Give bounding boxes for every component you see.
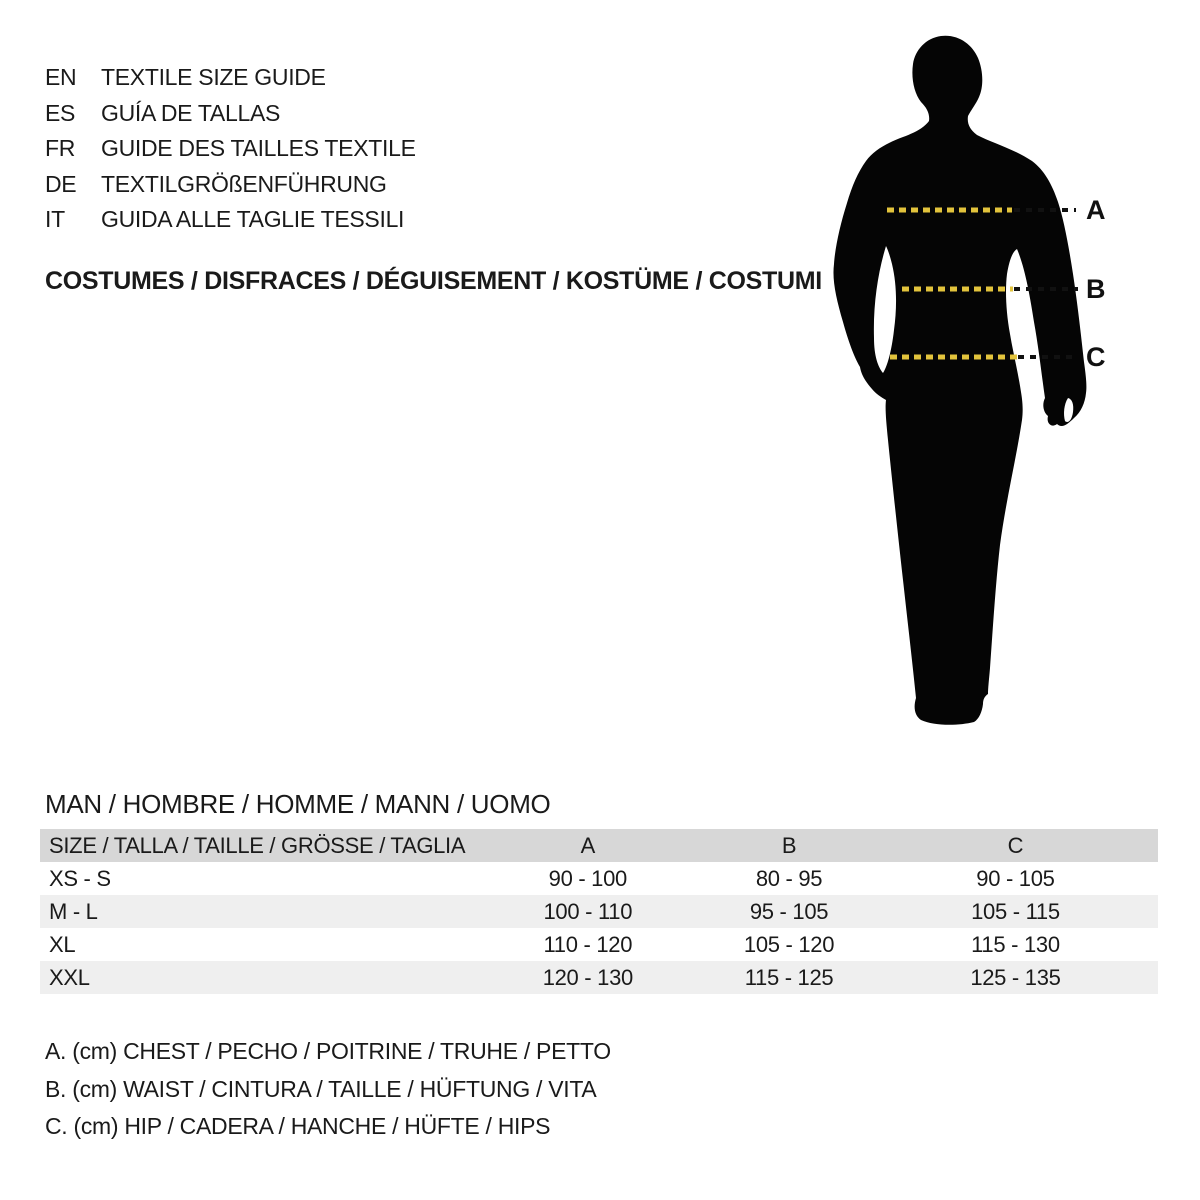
waist-label: B xyxy=(1086,274,1106,304)
language-label: GUIDE DES TAILLES TEXTILE xyxy=(101,135,416,162)
size-cell: M - L xyxy=(49,898,98,924)
column-header-c: C xyxy=(1007,832,1024,858)
language-code: EN xyxy=(45,64,77,91)
size-cell: XL xyxy=(49,931,76,957)
hip-label: C xyxy=(1086,342,1106,372)
column-header-size: SIZE / TALLA / TAILLE / GRÖSSE / TAGLIA xyxy=(49,832,466,858)
man-section-title: MAN / HOMBRE / HOMME / MANN / UOMO xyxy=(45,789,551,819)
language-row-es xyxy=(45,96,416,132)
size-table-header-row xyxy=(40,829,1158,862)
table-row-xs-s xyxy=(40,862,1158,895)
man-silhouette-icon xyxy=(833,36,1086,725)
legend-waist: B. (cm) WAIST / CINTURA / TAILLE / HÜFTUNG / VITA xyxy=(45,1075,597,1102)
table-row-xl xyxy=(40,928,1158,961)
hip-cell: 115 - 130 xyxy=(971,931,1060,957)
chest-cell: 110 - 120 xyxy=(543,931,633,957)
column-header-b: B xyxy=(781,832,797,858)
hip-cell: 90 - 105 xyxy=(976,865,1055,891)
man-silhouette-diagram xyxy=(820,25,1120,735)
waist-cell: 95 - 105 xyxy=(749,898,829,924)
size-table xyxy=(40,829,1158,994)
language-row-de xyxy=(45,167,416,203)
size-cell: XXL xyxy=(49,964,90,990)
language-label: TEXTILE SIZE GUIDE xyxy=(101,64,326,91)
legend-hip: C. (cm) HIP / CADERA / HANCHE / HÜFTE / HIPS xyxy=(45,1113,551,1140)
language-label: GUIDA ALLE TAGLIE TESSILI xyxy=(101,206,405,233)
table-row-xxl xyxy=(40,961,1158,994)
waist-cell: 80 - 95 xyxy=(755,865,823,891)
language-row-fr xyxy=(45,131,416,167)
legend-chest: A. (cm) CHEST / PECHO / POITRINE / TRUHE / PETTO xyxy=(45,1038,611,1065)
language-label: TEXTILGRÖßENFÜHRUNG xyxy=(101,170,387,197)
language-code: DE xyxy=(45,170,77,197)
hip-cell: 125 - 135 xyxy=(970,964,1061,990)
category-title: COSTUMES / DISFRACES / DÉGUISEMENT / KOSTÜME / COSTUMI xyxy=(45,267,822,295)
waist-cell: 115 - 125 xyxy=(744,964,834,990)
language-code: FR xyxy=(45,135,76,162)
hip-cell: 105 - 115 xyxy=(971,898,1060,924)
chest-cell: 90 - 100 xyxy=(548,865,627,891)
size-cell: XS - S xyxy=(49,865,111,891)
language-code: ES xyxy=(45,99,76,126)
measurement-legend xyxy=(45,1033,611,1146)
language-list xyxy=(45,60,416,238)
language-row-it xyxy=(45,202,416,238)
table-row-m-l xyxy=(40,895,1158,928)
chest-label: A xyxy=(1086,195,1106,225)
column-header-a: A xyxy=(580,832,595,858)
language-label: GUÍA DE TALLAS xyxy=(101,99,281,126)
chest-cell: 120 - 130 xyxy=(542,964,633,990)
language-row-en xyxy=(45,60,416,96)
chest-cell: 100 - 110 xyxy=(543,898,633,924)
language-code: IT xyxy=(45,206,65,233)
waist-cell: 105 - 120 xyxy=(743,931,835,957)
